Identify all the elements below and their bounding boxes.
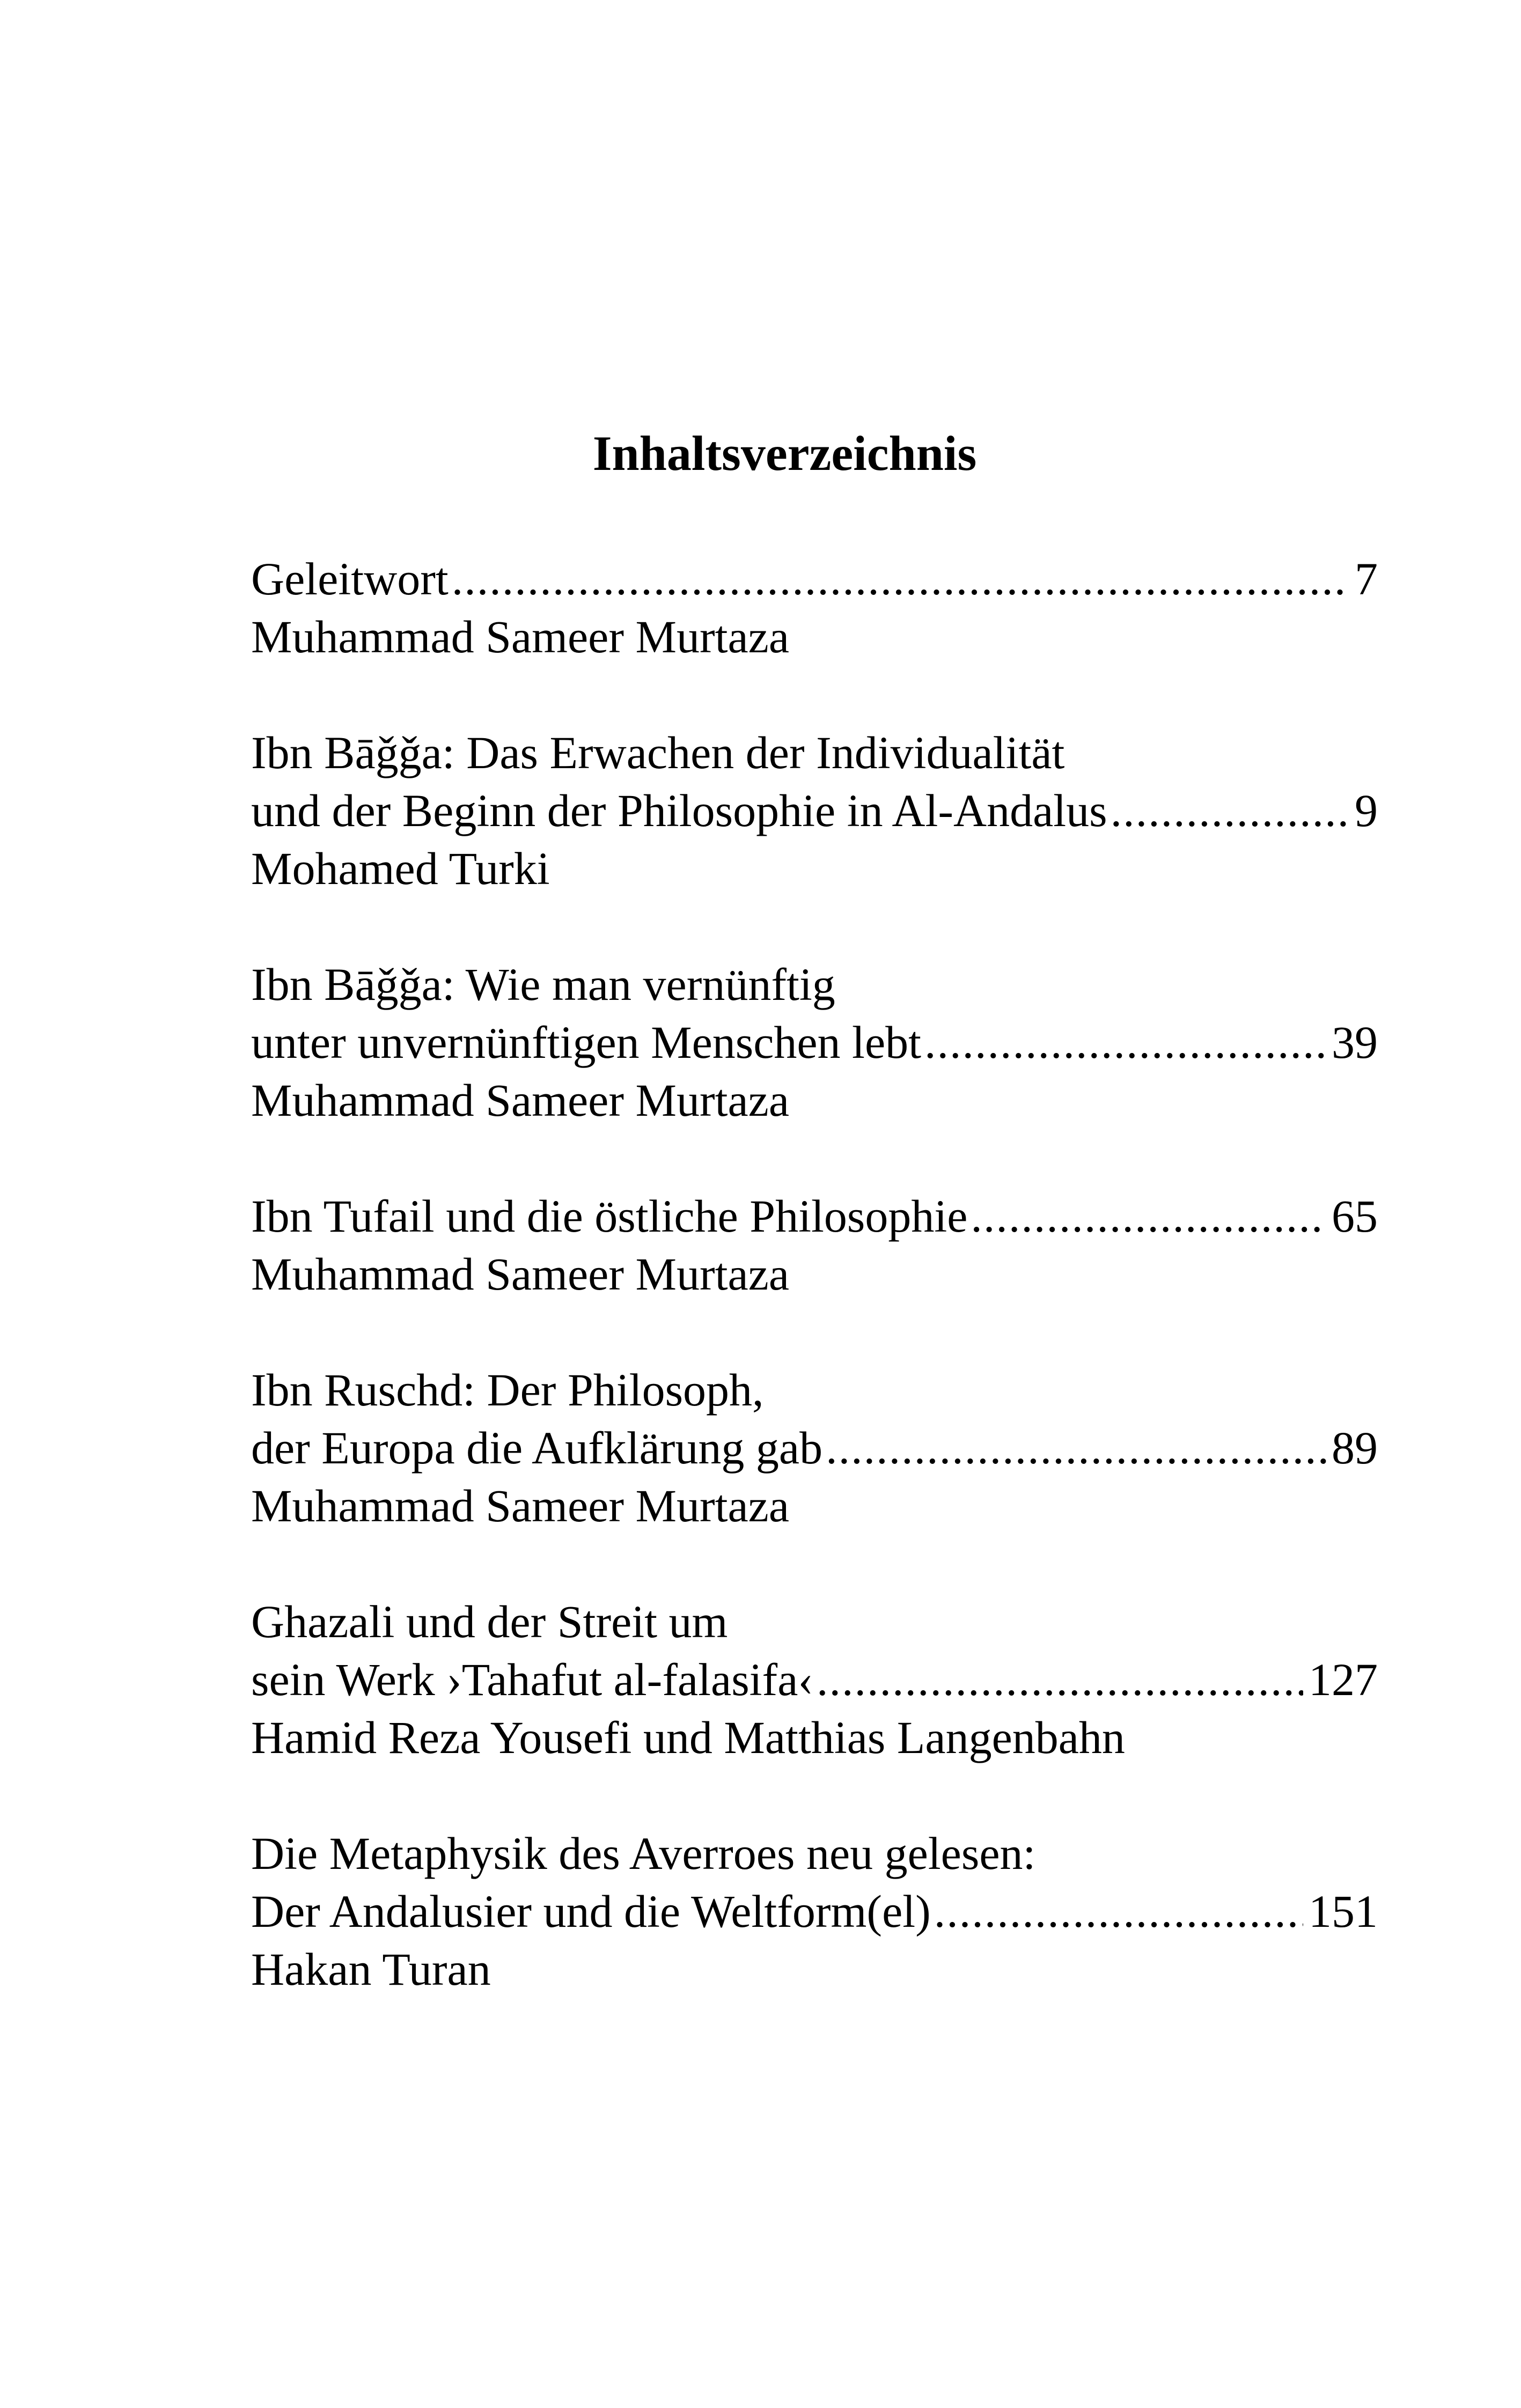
- dot-leader: [924, 1013, 1326, 1071]
- toc-entry-title: Ibn Bāǧǧa: Wie man vernünftig: [251, 959, 835, 1010]
- toc-entry-ibn-tufail: [251, 1187, 1378, 1303]
- toc-leader-line: [251, 1013, 1378, 1071]
- toc-entry-averroes: [251, 1824, 1378, 1998]
- toc-entry-ibn-ruschd: [251, 1361, 1378, 1535]
- dot-leader: [1111, 782, 1349, 840]
- toc-entry-author: Hamid Reza Yousefi und Matthias Langenbahn: [251, 1712, 1125, 1763]
- toc-entry-author: Muhammad Sameer Murtaza: [251, 1480, 789, 1531]
- toc-entry-author: Hakan Turan: [251, 1943, 491, 1995]
- toc-entry-title: Ibn Bāǧǧa: Das Erwachen der Individualität: [251, 727, 1065, 778]
- toc-leader-line: [251, 1187, 1378, 1245]
- dot-leader: [817, 1651, 1303, 1709]
- toc-leader-line: [251, 1419, 1378, 1477]
- toc-leader-line: [251, 1651, 1378, 1709]
- table-of-contents: [251, 550, 1378, 2056]
- toc-entry-author: Muhammad Sameer Murtaza: [251, 611, 789, 662]
- toc-entry-ibn-bagga-2: [251, 955, 1378, 1129]
- toc-page-number: 89: [1332, 1422, 1378, 1474]
- toc-page-number: 151: [1309, 1886, 1378, 1937]
- toc-entry-title-cont: unter unvernünftigen Menschen lebt: [251, 1017, 922, 1068]
- page-title: Inhaltsverzeichnis: [592, 426, 977, 481]
- toc-page-number: 39: [1332, 1017, 1378, 1068]
- toc-entry-title-cont: und der Beginn der Philosophie in Al-Andalus: [251, 785, 1107, 836]
- toc-entry-title: Ibn Ruschd: Der Philosoph,: [251, 1364, 764, 1416]
- toc-entry-title: Geleitwort: [251, 553, 449, 605]
- toc-leader-line: [251, 1882, 1378, 1940]
- toc-entry-title-cont: der Europa die Aufklärung gab: [251, 1422, 823, 1474]
- toc-page-number: 65: [1332, 1190, 1378, 1242]
- toc-entry-author: Muhammad Sameer Murtaza: [251, 1074, 789, 1126]
- dot-leader: [452, 550, 1349, 608]
- toc-entry-ghazali: [251, 1593, 1378, 1766]
- toc-entry-title: Die Metaphysik des Averroes neu gelesen:: [251, 1828, 1036, 1879]
- toc-entry-author: Muhammad Sameer Murtaza: [251, 1248, 789, 1300]
- toc-page-number: 7: [1355, 553, 1378, 605]
- toc-page-number: 127: [1309, 1654, 1378, 1705]
- toc-entry-ibn-bagga-1: [251, 724, 1378, 897]
- toc-leader-line: [251, 550, 1378, 608]
- toc-page-number: 9: [1355, 785, 1378, 836]
- toc-leader-line: [251, 782, 1378, 840]
- toc-entry-title: Ibn Tufail und die östliche Philosophie: [251, 1190, 968, 1242]
- toc-entry-title-cont: sein Werk ›Tahafut al-falasifa‹: [251, 1654, 813, 1705]
- toc-entry-author: Mohamed Turki: [251, 843, 550, 894]
- toc-entry-title: Ghazali und der Streit um: [251, 1596, 728, 1647]
- dot-leader: [826, 1419, 1326, 1477]
- dot-leader: [934, 1882, 1303, 1940]
- toc-entry-title-cont: Der Andalusier und die Weltform(el): [251, 1886, 931, 1937]
- dot-leader: [971, 1187, 1326, 1245]
- toc-entry-geleitwort: [251, 550, 1378, 666]
